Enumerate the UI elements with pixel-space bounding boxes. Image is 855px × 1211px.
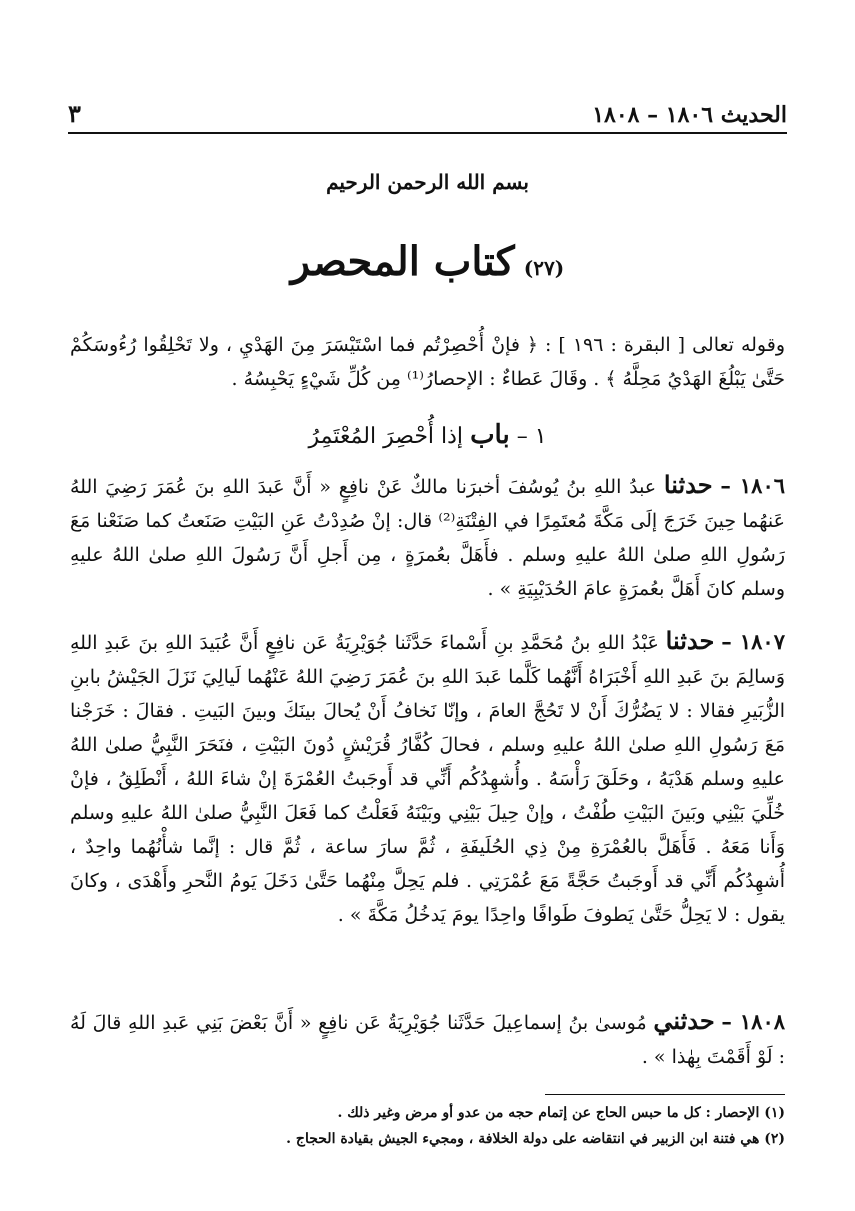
book-title: كتاب المحصر	[290, 238, 515, 285]
chapter-title: إذا أُحْصِرَ المُعْتَمِرُ	[308, 424, 464, 449]
hadith-range: الحديث ١٨٠٦ – ١٨٠٨	[592, 102, 787, 128]
hadith-1808	[70, 1004, 785, 1074]
hadith-number: ١٨٠٦ –	[720, 473, 786, 498]
haddathana-word: حدثنا	[663, 470, 713, 499]
footnote-rule	[545, 1094, 785, 1095]
running-header	[68, 88, 787, 134]
book-number: (٢٧)	[523, 256, 565, 280]
basmala: بسم الله الرحمن الرحيم	[326, 170, 529, 194]
hadith-number: ١٨٠٨ –	[721, 1009, 786, 1034]
hadith-text: مُوسىٰ بنُ إسماعِيلَ حَدَّثَنا جُوَيْرِيَةُ عَن نافِعٍ « أَنَّ بَعْضَ بَنِي عَبدِ اللهِ قالَ لَهُ : لَوْ أَقَمْتَ بِهٰذا » .	[70, 1012, 785, 1068]
hadith-text: عَبْدُ اللهِ بنُ مُحَمَّدِ بنِ أَسْماءَ حَدَّثَنا جُوَيْرِيَةُ عَن نافِعٍ أَنَّ عُبَيدَ اللهِ بنَ عَبدِ اللهِ وَسالِمَ بنَ عَبدِ اللهِ أَخْبَرَاهُ أَنَّهُما كَلَّما عَبدَ اللهِ بنَ عُمَرَ رَضِيَ اللهُ عَنْهُما لَيالِيَ نَزَلَ الجَيْشُ بابنِ الزُّبَيرِ فقالا : لا يَضُرُّكَ أَنْ لا تَحُجَّ العامَ ، وإنّا نَخافُ أَنْ يُحالَ بينَكَ وبينَ البَيتِ . فقالَ : خَرَجْنا مَعَ رَسُولِ اللهِ صلىٰ اللهُ عليهِ وسلم ، فحالَ كُفَّارُ قُرَيْشٍ دُونَ البَيْتِ ، فنَحَرَ النَّبِيُّ صلىٰ اللهُ عليهِ وسلم هَدْيَهُ ، وحَلَقَ رَأْسَهُ . وأُشهِدُكُم أَنِّي قد أَوجَبتُ العُمْرَةَ إنْ شاءَ اللهُ ، أَنْطَلِقُ ، فإنْ خُلِّيَ بَيْنِي وبَينَ البَيْتِ طُفْتُ ، وإنْ حِيلَ بَيْنِي وبَيْنَهُ فَعَلْتُ كما فَعَلَ النَّبِيُّ صلىٰ اللهُ عليهِ وسلم وَأَنا مَعَهُ . فَأَهَلَّ بالعُمْرَةِ مِنْ ذِي الحُلَيفَةِ ، ثُمَّ سارَ ساعة ، ثُمَّ قال : إنَّما شأْنُهُما واحِدٌ ، أُشهِدُكُم أَنِّي قد أَوجَبتُ حَجَّةً مَعَ عُمْرَتِي . فلم يَحِلَّ مِنْهُما حَتَّىٰ دَخَلَ يَومُ النَّحرِ وأَهْدَى ، وكانَ يقول : لا يَحِلُّ حَتَّىٰ يَطوفَ طَوافًا واحِدًا يومَ يَدخُلُ مَكَّةَ » .	[70, 632, 785, 926]
intro-paragraph: وقوله تعالى [ البقرة : ١٩٦ ] : ﴿ فإنْ أُحْصِرْتُم فما اسْتَيْسَرَ مِنَ الهَدْيِ ، ولا تَحْلِقُوا رُءُوسَكُمْ حَتَّىٰ يَبْلُغَ الهَدْيُ مَحِلَّهُ ﴾ . وقَالَ عَطاءٌ : الإحصارُ⁽¹⁾ مِن كُلِّ شَيْءٍ يَحْبِسُهُ .	[70, 334, 785, 390]
footnote-1: (١) الإحصار : كل ما حبس الحاج عن إتمام حجه من عدو أو مرض وغير ذلك .	[337, 1105, 785, 1121]
hadith-1807	[70, 624, 785, 932]
page-number: ٣	[68, 99, 81, 128]
hadith-1806	[70, 468, 785, 606]
footnote-2: (٢) هي فتنة ابن الزبير في انتقاضه على دولة الخلافة ، ومجيء الجيش بقيادة الحجاج .	[286, 1131, 785, 1147]
book-heading	[0, 238, 855, 285]
footnotes	[70, 1100, 785, 1152]
hadith-text: عبدُ اللهِ بنُ يُوسُفَ أخبرَنا مالكٌ عَنْ نافِعٍ « أَنَّ عَبدَ اللهِ بنَ عُمَرَ رَضِيَ اللهُ عَنهُما حِينَ خَرَجَ إلَى مَكَّةَ مُعتَمِرًا في الفِتْنَةِ⁽²⁾ قال: إنْ صُدِدْتُ عَنِ البَيْتِ صَنَعتُ كما صَنَعْنا مَعَ رَسُولِ اللهِ صلىٰ اللهُ عليهِ وسلم . فأَهَلَّ بعُمرَةٍ ، مِن أَجلِ أَنَّ رَسُولَ اللهِ صلىٰ اللهُ عليهِ وسلم كانَ أَهَلَّ بعُمرَةٍ عامَ الحُدَيْبِيَةِ » .	[70, 476, 785, 600]
chapter-heading	[0, 420, 855, 450]
chapter-word: باب	[470, 420, 510, 450]
haddathana-word: حدثنا	[665, 626, 715, 655]
haddathana-word: حدثني	[653, 1006, 715, 1035]
chapter-number: ١ –	[516, 424, 547, 449]
hadith-number: ١٨٠٧ –	[721, 629, 785, 654]
